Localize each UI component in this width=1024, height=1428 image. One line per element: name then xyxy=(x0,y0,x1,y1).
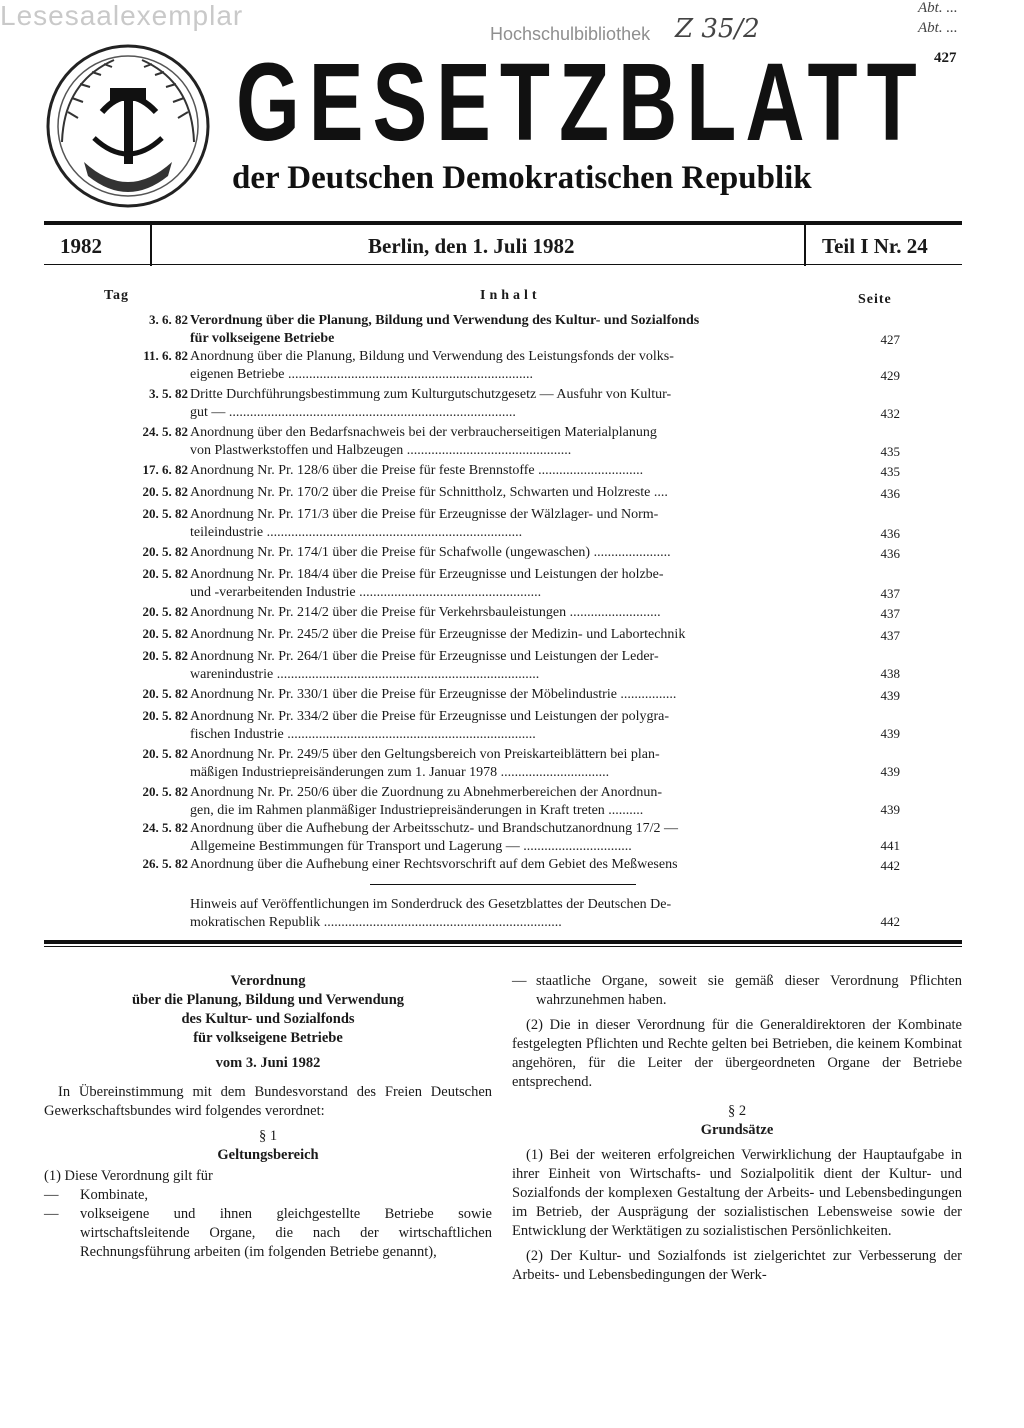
column-header-seite: Seite xyxy=(858,292,892,307)
issue-place-date: Berlin, den 1. Juli 1982 xyxy=(368,234,575,258)
list-item: — volkseigene und ihnen gleichgestellte Betriebe sowie wirtschaftsleitende Organe, die nach der wirtschaftlichen Rechnungsführung arbeiten (im folgenden Betriebe genannt), xyxy=(44,1206,492,1260)
toc-title: Anordnung Nr. Pr. 174/1 über die Preise für Schafwolle (ungewaschen) ...................... xyxy=(190,545,671,560)
toc-date: 3. 6. 82 xyxy=(149,312,188,327)
toc-date: 20. 5. 82 xyxy=(142,648,188,663)
toc-date: 20. 5. 82 xyxy=(142,604,188,619)
toc-title: Anordnung Nr. Pr. 245/2 über die Preise für Erzeugnisse der Medizin- und Labortechnik xyxy=(190,627,686,642)
info-bar-top-rule xyxy=(44,221,962,225)
article-heading: für volkseigene Betriebe xyxy=(193,1030,343,1046)
toc-page: 437 xyxy=(880,606,900,621)
toc-title: Anordnung Nr. Pr. 128/6 über die Preise für feste Brennstoffe .............................. xyxy=(190,463,644,478)
issue-year: 1982 xyxy=(60,234,102,258)
column-header-inhalt: Inhalt xyxy=(480,288,541,303)
state-emblem-icon xyxy=(44,42,212,210)
toc-page: 437 xyxy=(880,586,900,601)
list-item: — Kombinate, xyxy=(44,1187,149,1203)
article-intro: In Übereinstimmung mit dem Bundesvorstand des Freien Deutschen Gewerkschaftsbundes wird folgendes verordnet: xyxy=(44,1084,492,1119)
article-left-column xyxy=(44,972,492,1262)
handwritten-note-a: Abt. ... xyxy=(918,0,958,16)
toc-date: 20. 5. 82 xyxy=(142,484,188,499)
toc-page: 436 xyxy=(880,546,900,561)
toc-page: 435 xyxy=(880,444,900,459)
toc-title: Anordnung Nr. Pr. 249/5 über den Geltungsbereich von Preiskarteiblättern bei plan- mäßigen Industriepreisänderungen zum 1. Januar 1978 ............................... xyxy=(190,747,660,780)
toc-title: Anordnung Nr. Pr. 171/3 über die Preise für Erzeugnisse der Wälzlager- und Norm- teileindustrie ......................................................................... xyxy=(190,507,659,540)
toc-date: 17. 6. 82 xyxy=(142,462,188,477)
toc-title: Anordnung Nr. Pr. 334/2 über die Preise für Erzeugnisse und Leistungen der polygra- fischen Industrie ....................................................................... xyxy=(190,709,670,742)
library-name-stamp: Hochschulbibliothek xyxy=(490,24,651,44)
toc-date: 20. 5. 82 xyxy=(142,506,188,521)
masthead-subtitle: der Deutschen Demokratischen Republik xyxy=(232,160,812,196)
toc-title: Anordnung über die Planung, Bildung und Verwendung des Leistungsfonds der volks- eigenen Betriebe ...................................................................... xyxy=(190,349,674,382)
toc-title: Anordnung Nr. Pr. 264/1 über die Preise für Erzeugnisse und Leistungen der Leder- warenindustrie ........................................................................... xyxy=(190,649,659,682)
section-number: § 2 xyxy=(727,1103,747,1119)
toc-title: Anordnung Nr. Pr. 250/6 über die Zuordnung zu Abnehmerbereichen der Anordnun- gen, die im Rahmen planmäßiger Industriepreisänderungen in Kraft treten .......... xyxy=(190,785,663,818)
section-divider-thick xyxy=(44,940,962,944)
info-bar-divider xyxy=(150,224,152,266)
toc-note-text: Hinweis auf Veröffentlichungen im Sonderdruck des Gesetzblattes der Deutschen De- mokratischen Republik .................................................................... xyxy=(190,897,672,930)
paragraph: (2) Die in dieser Verordnung für die Generaldirektoren der Kombinate festgelegten Pflichten und Rechte gelten bei Betrieben, die keinem Kombinat angehören, für die Leiter der übergeordneten Organe der Betriebe entsprechend. xyxy=(512,1017,962,1090)
toc-page: 436 xyxy=(880,486,900,501)
toc-page: 439 xyxy=(880,726,900,741)
toc-page: 437 xyxy=(880,628,900,643)
library-stamp: Lesesaalexemplar xyxy=(0,0,244,31)
toc-date: 3. 5. 82 xyxy=(149,386,188,401)
shelf-signature: Z 35/2 xyxy=(675,14,760,44)
toc-page: 438 xyxy=(880,666,900,681)
page-number: 427 xyxy=(934,50,957,66)
toc-page: 427 xyxy=(880,332,900,347)
toc-page: 429 xyxy=(880,368,900,383)
toc-date: 20. 5. 82 xyxy=(142,708,188,723)
toc-page: 439 xyxy=(880,764,900,779)
toc-page: 442 xyxy=(880,914,900,929)
toc-title: Anordnung Nr. Pr. 184/4 über die Preise für Erzeugnisse und Leistungen der holzbe- und -verarbeitenden Industrie .................................................... xyxy=(190,567,664,600)
info-bar-bottom-rule xyxy=(44,264,962,265)
toc-date: 20. 5. 82 xyxy=(142,566,188,581)
toc-date: 11. 6. 82 xyxy=(143,348,188,363)
toc-date: 20. 5. 82 xyxy=(142,746,188,761)
toc-title: Anordnung über die Aufhebung einer Rechtsvorschrift auf dem Gebiet des Meßwesens xyxy=(190,857,678,872)
section-number: § 1 xyxy=(258,1128,278,1144)
toc-date: 20. 5. 82 xyxy=(142,784,188,799)
toc-date: 20. 5. 82 xyxy=(142,626,188,641)
toc-title: Anordnung Nr. Pr. 330/1 über die Preise für Erzeugnisse der Möbelindustrie ................ xyxy=(190,687,677,702)
toc-separator xyxy=(370,884,636,885)
toc-title: Anordnung über den Bedarfsnachweis bei der verbraucherseitigen Materialplanung von Plastwerkstoffen und Halbzeugen ............................................... xyxy=(190,425,657,458)
article-heading: über die Planung, Bildung und Verwendung xyxy=(131,992,405,1008)
masthead-title: GESETZBLATT xyxy=(236,41,926,165)
info-bar-divider xyxy=(804,224,806,266)
toc-title: Anordnung über die Aufhebung der Arbeitsschutz- und Brandschutzanordnung 17/2 — Allgemeine Bestimmungen für Transport und Lagerung — ............................... xyxy=(190,821,678,854)
section-title: Grundsätze xyxy=(700,1122,774,1138)
toc-page: 436 xyxy=(880,526,900,541)
toc-title: Anordnung Nr. Pr. 170/2 über die Preise für Schnittholz, Schwarten und Holzreste .... xyxy=(190,485,668,500)
toc-title: Verordnung über die Planung, Bildung und Verwendung des Kultur- und Sozialfonds für volkseigene Betriebe xyxy=(190,313,700,346)
toc-page: 439 xyxy=(880,802,900,817)
article-right-column xyxy=(512,972,962,1285)
paragraph: (1) Bei der weiteren erfolgreichen Verwirklichung der Hauptaufgabe in ihrer Einheit von Wirtschafts- und Sozialpolitik dient der Kultur- und Sozialfonds der komplexen Gestaltung der Arbeits- und Lebensbedingungen im Betrieb, der Ausprägung der sozialistischen Lebensweise sowie der Entwicklung der Werktätigen zu sozialistischen Persönlichkeiten. xyxy=(512,1147,962,1239)
toc-page: 442 xyxy=(880,858,900,873)
article-date: vom 3. Juni 1982 xyxy=(215,1055,321,1071)
handwritten-note-b: Abt. ... xyxy=(918,20,958,36)
toc-date: 26. 5. 82 xyxy=(142,856,188,871)
toc-page: 432 xyxy=(880,406,900,421)
issue-number: Teil I Nr. 24 xyxy=(822,234,928,258)
section-title: Geltungsbereich xyxy=(217,1147,319,1163)
toc-date: 20. 5. 82 xyxy=(142,544,188,559)
toc-page: 439 xyxy=(880,688,900,703)
toc-page: 435 xyxy=(880,464,900,479)
toc-date: 24. 5. 82 xyxy=(142,424,188,439)
toc-page: 441 xyxy=(880,838,900,853)
toc-title: Anordnung Nr. Pr. 214/2 über die Preise für Verkehrsbauleistungen .......................... xyxy=(190,605,661,620)
toc-date: 20. 5. 82 xyxy=(142,686,188,701)
article-heading: des Kultur- und Sozialfonds xyxy=(181,1011,355,1027)
toc-title: Dritte Durchführungsbestimmung zum Kulturgutschutzgesetz — Ausfuhr von Kultur- gut — .................................................................................. xyxy=(190,387,672,420)
column-header-tag: Tag xyxy=(104,288,130,303)
toc-date: 24. 5. 82 xyxy=(142,820,188,835)
article-heading: Verordnung xyxy=(230,973,306,989)
list-item: — staatliche Organe, soweit sie gemäß dieser Verordnung Pflichten wahrzunehmen haben. xyxy=(512,973,962,1008)
section-divider-thin xyxy=(44,946,962,947)
paragraph: (2) Der Kultur- und Sozialfonds ist zielgerichtet zur Verbesserung der Arbeits- und Lebensbedingungen der Werk- xyxy=(512,1248,962,1283)
paragraph: (1) Diese Verordnung gilt für xyxy=(44,1168,213,1184)
